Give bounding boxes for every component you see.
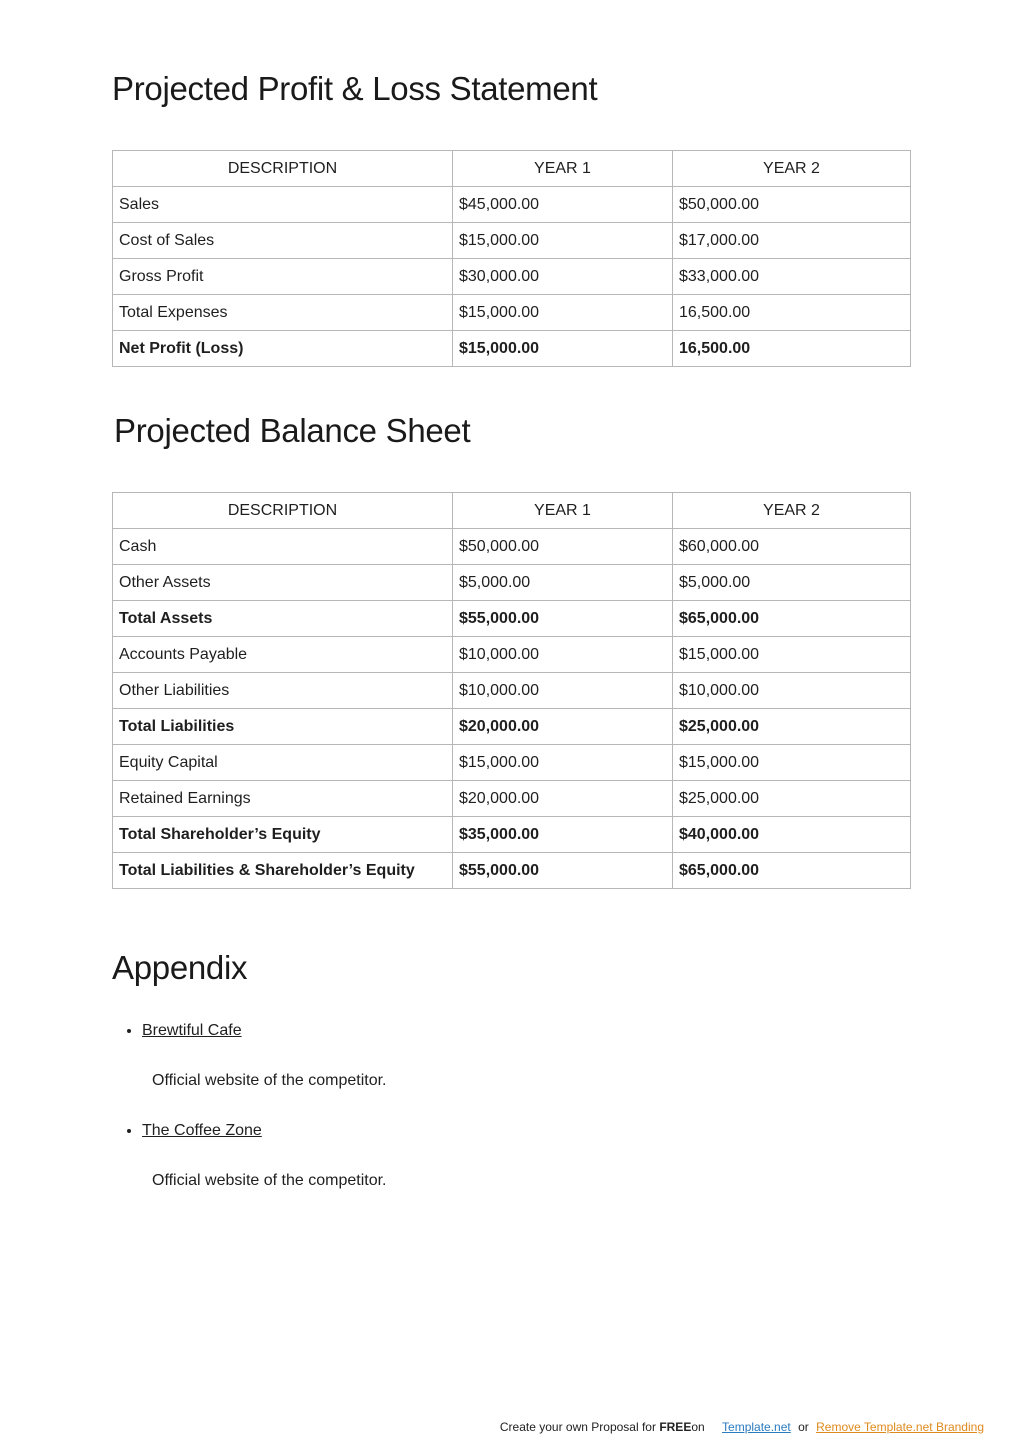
profit-loss-table (112, 150, 911, 367)
table-row (113, 295, 911, 331)
table-row (113, 187, 911, 223)
row-label: Total Expenses (113, 295, 453, 331)
row-label: Net Profit (Loss) (113, 331, 453, 367)
table-row-total (113, 331, 911, 367)
row-year2-value: 16,500.00 (673, 331, 911, 367)
row-year1-value: $50,000.00 (453, 529, 673, 565)
row-year1-value: $15,000.00 (453, 745, 673, 781)
list-item (142, 1118, 842, 1218)
row-year2-value: $33,000.00 (673, 259, 911, 295)
column-header-year1: YEAR 1 (453, 493, 673, 529)
branding-footer (500, 1420, 984, 1434)
appendix-list (112, 1018, 842, 1218)
remove-branding-link[interactable]: Remove Template.net Branding (816, 1420, 984, 1434)
table-row (113, 529, 911, 565)
row-year1-value: $35,000.00 (453, 817, 673, 853)
table-header-row (113, 151, 911, 187)
row-year2-value: $40,000.00 (673, 817, 911, 853)
row-label: Cost of Sales (113, 223, 453, 259)
row-year1-value: $45,000.00 (453, 187, 673, 223)
row-year2-value: $17,000.00 (673, 223, 911, 259)
row-label: Cash (113, 529, 453, 565)
appendix-item-description: Official website of the competitor. (152, 1072, 387, 1089)
column-header-description: DESCRIPTION (113, 151, 453, 187)
row-label: Total Shareholder’s Equity (113, 817, 453, 853)
table-row (113, 259, 911, 295)
row-year2-value: $25,000.00 (673, 781, 911, 817)
row-year1-value: $30,000.00 (453, 259, 673, 295)
table-row-total (113, 601, 911, 637)
row-year2-value: $65,000.00 (673, 853, 911, 889)
table-row-total (113, 817, 911, 853)
table-row (113, 781, 911, 817)
table-row-total (113, 709, 911, 745)
row-year1-value: $55,000.00 (453, 601, 673, 637)
row-label: Gross Profit (113, 259, 453, 295)
row-year2-value: $5,000.00 (673, 565, 911, 601)
row-year1-value: $20,000.00 (453, 709, 673, 745)
table-row (113, 637, 911, 673)
row-label: Total Liabilities & Shareholder’s Equity (113, 853, 453, 889)
column-header-year2: YEAR 2 (673, 151, 911, 187)
row-year1-value: $10,000.00 (453, 637, 673, 673)
table-row (113, 565, 911, 601)
balance-sheet-title: Projected Balance Sheet (114, 412, 471, 449)
profit-loss-title: Projected Profit & Loss Statement (112, 70, 598, 107)
table-header-row (113, 493, 911, 529)
row-label: Retained Earnings (113, 781, 453, 817)
row-label: Equity Capital (113, 745, 453, 781)
row-year2-value: $25,000.00 (673, 709, 911, 745)
footer-on: on (691, 1420, 705, 1434)
column-header-description: DESCRIPTION (113, 493, 453, 529)
row-year1-value: $5,000.00 (453, 565, 673, 601)
appendix-item-description: Official website of the competitor. (152, 1172, 387, 1189)
balance-sheet-table (112, 492, 911, 889)
row-label: Other Liabilities (113, 673, 453, 709)
row-year2-value: $60,000.00 (673, 529, 911, 565)
row-label: Other Assets (113, 565, 453, 601)
table-row (113, 673, 911, 709)
row-year1-value: $15,000.00 (453, 331, 673, 367)
column-header-year2: YEAR 2 (673, 493, 911, 529)
row-year2-value: $15,000.00 (673, 745, 911, 781)
appendix-title: Appendix (112, 949, 248, 986)
column-header-year1: YEAR 1 (453, 151, 673, 187)
row-label: Total Assets (113, 601, 453, 637)
appendix-link-brewtiful-cafe[interactable]: • Brewtiful Cafe (142, 1022, 242, 1039)
row-label: Total Liabilities (113, 709, 453, 745)
row-label: Accounts Payable (113, 637, 453, 673)
row-year2-value: $15,000.00 (673, 637, 911, 673)
table-row-total (113, 853, 911, 889)
row-year2-value: $65,000.00 (673, 601, 911, 637)
appendix-link-the-coffee-zone[interactable]: • The Coffee Zone (142, 1122, 262, 1139)
row-year1-value: $20,000.00 (453, 781, 673, 817)
footer-prefix: Create your own Proposal for (499, 1420, 656, 1434)
footer-free: FREE (659, 1420, 692, 1434)
row-year1-value: $10,000.00 (453, 673, 673, 709)
row-year2-value: 16,500.00 (673, 295, 911, 331)
row-year1-value: $15,000.00 (453, 295, 673, 331)
template-net-link[interactable]: Template.net (722, 1420, 791, 1434)
row-year2-value: $50,000.00 (673, 187, 911, 223)
table-row (113, 223, 911, 259)
table-row (113, 745, 911, 781)
footer-or: or (798, 1420, 809, 1434)
row-year2-value: $10,000.00 (673, 673, 911, 709)
list-item (142, 1018, 842, 1118)
row-label: Sales (113, 187, 453, 223)
row-year1-value: $55,000.00 (453, 853, 673, 889)
row-year1-value: $15,000.00 (453, 223, 673, 259)
